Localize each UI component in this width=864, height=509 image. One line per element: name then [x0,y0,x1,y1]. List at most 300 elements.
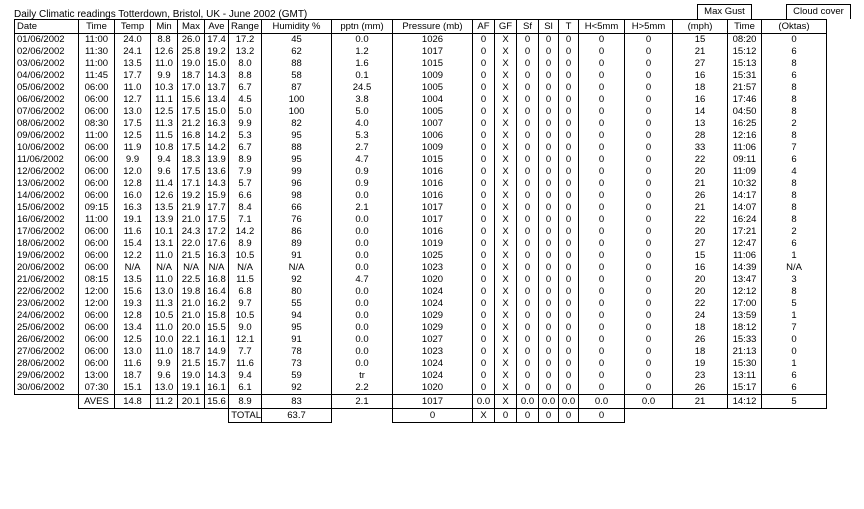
table-cell: X [495,358,517,370]
table-cell: 80 [262,286,332,298]
table-cell: 0 [559,226,579,238]
table-cell: 0 [579,178,625,190]
table-cell: 13.2 [229,46,262,58]
table-cell: 09:15 [79,202,115,214]
table-cell: 0 [539,70,559,82]
table-cell: X [495,94,517,106]
table-cell: X [495,202,517,214]
table-cell: 0 [559,178,579,190]
table-cell: 0 [473,274,495,286]
climate-table [14,19,827,423]
table-cell: 0 [579,286,625,298]
averages-label: AVES [79,395,115,409]
table-cell: 0 [539,34,559,47]
table-row [15,262,827,274]
table-cell: 0 [539,238,559,250]
table-row [15,154,827,166]
table-cell: 11.3 [151,118,178,130]
table-cell: 100 [262,94,332,106]
table-cell: 11:00 [79,214,115,226]
table-cell: 0 [473,202,495,214]
table-cell: 8 [762,190,827,202]
table-row [15,190,827,202]
table-cell: 0 [473,238,495,250]
table-cell: 0 [579,70,625,82]
table-cell: 8 [762,58,827,70]
column-header: Date [15,20,79,34]
table-cell: 0 [559,322,579,334]
column-header: GF [495,20,517,34]
table-cell: 25/06/2002 [15,322,79,334]
table-cell: 1016 [393,178,473,190]
table-cell: 0 [762,346,827,358]
total-cell: 0 [579,409,625,423]
table-cell: 1 [762,250,827,262]
table-cell: 0 [539,142,559,154]
table-row [15,106,827,118]
table-cell: 19.0 [178,58,205,70]
table-cell: 0 [579,202,625,214]
table-cell: 0 [539,370,559,382]
table-cell: 7.9 [229,166,262,178]
table-cell: 11:00 [79,58,115,70]
table-cell: 9.4 [229,370,262,382]
table-cell: 6 [762,70,827,82]
table-cell: X [495,106,517,118]
table-cell: 20 [673,274,728,286]
table-cell: 04:50 [728,106,762,118]
table-cell: 17.2 [229,34,262,47]
table-cell: 26/06/2002 [15,334,79,346]
table-cell: 15.0 [205,58,229,70]
table-cell: X [495,178,517,190]
table-cell: 0 [625,154,673,166]
table-cell: 1020 [393,382,473,395]
table-cell: 15.5 [205,322,229,334]
table-cell: 8 [762,286,827,298]
table-cell: 6.8 [229,286,262,298]
table-cell: 9.0 [229,322,262,334]
table-cell: 17.6 [205,238,229,250]
table-cell: 5 [762,298,827,310]
table-cell: 9.9 [151,70,178,82]
table-cell: 12.5 [151,106,178,118]
table-cell: 15/06/2002 [15,202,79,214]
table-cell: 91 [262,250,332,262]
table-cell: 0 [579,250,625,262]
column-header: T [559,20,579,34]
table-cell: 0 [579,82,625,94]
column-header: Pressure (mb) [393,20,473,34]
table-cell: 17/06/2002 [15,226,79,238]
table-cell: 21.0 [178,214,205,226]
table-cell: X [495,238,517,250]
table-row [15,310,827,322]
table-cell: 13.5 [115,58,151,70]
average-cell: 15.6 [205,395,229,409]
table-cell: 88 [262,142,332,154]
table-cell: 1005 [393,106,473,118]
table-cell: 1016 [393,166,473,178]
table-cell: 0 [625,382,673,395]
column-header: H>5mm [625,20,673,34]
table-cell: 13.5 [151,202,178,214]
table-cell: 0 [473,106,495,118]
table-cell: 0 [539,226,559,238]
table-cell: 0 [473,70,495,82]
table-cell: X [495,250,517,262]
table-cell: 17.2 [205,226,229,238]
table-cell: 19.2 [205,46,229,58]
table-cell: 14:39 [728,262,762,274]
table-cell: 0 [473,118,495,130]
table-cell: 13.5 [115,274,151,286]
table-cell: 0 [473,334,495,346]
table-cell: 26 [673,190,728,202]
table-cell: 0 [473,166,495,178]
table-cell: 17.5 [205,214,229,226]
table-cell: 18.3 [178,154,205,166]
table-cell: 0 [579,190,625,202]
table-cell: 6.1 [229,382,262,395]
table-cell: 1 [762,310,827,322]
table-cell: 1 [762,358,827,370]
table-cell: 0 [559,166,579,178]
table-cell: 0 [473,226,495,238]
table-cell: X [495,70,517,82]
table-cell: 0 [579,370,625,382]
table-cell: 11.0 [151,274,178,286]
table-cell: 4.5 [229,94,262,106]
table-cell: 0 [517,142,539,154]
table-cell: 22.5 [178,274,205,286]
table-cell: 06:00 [79,142,115,154]
average-cell: 0.0 [579,395,625,409]
table-cell: 11:00 [79,34,115,47]
table-cell: 15.4 [115,238,151,250]
table-cell: 1019 [393,238,473,250]
table-cell: 0 [559,190,579,202]
table-cell: 19 [673,358,728,370]
table-cell: 06:00 [79,154,115,166]
table-cell: 08:20 [728,34,762,47]
table-cell: 0 [579,238,625,250]
table-cell: 22.0 [178,238,205,250]
table-cell: 0.0 [332,238,393,250]
table-cell: 0 [559,34,579,47]
table-cell: 0 [539,58,559,70]
table-cell: 0 [625,346,673,358]
max-gust-label: Max Gust [697,4,752,19]
table-cell: 0 [473,82,495,94]
table-cell: 16 [673,262,728,274]
table-cell: 0 [559,286,579,298]
table-cell: 13:47 [728,274,762,286]
column-header: (Oktas) [762,20,827,34]
table-cell: X [495,46,517,58]
table-cell: 13.4 [205,94,229,106]
table-row [15,46,827,58]
table-cell: 06:00 [79,358,115,370]
table-cell: 0 [517,358,539,370]
table-cell: X [495,130,517,142]
column-header: H<5mm [579,20,625,34]
table-cell: 0 [559,94,579,106]
table-cell: 24.0 [115,34,151,47]
table-cell: N/A [762,262,827,274]
average-cell: 0.0 [559,395,579,409]
table-cell: 11:06 [728,142,762,154]
table-cell: 20 [673,226,728,238]
table-cell: 62 [262,46,332,58]
table-cell: 0 [625,130,673,142]
table-cell: 0 [559,346,579,358]
table-cell: 16.8 [205,274,229,286]
table-cell: 0 [539,310,559,322]
table-cell: 0 [579,130,625,142]
table-cell: 0 [517,94,539,106]
table-cell: X [495,34,517,47]
table-cell: 0 [517,154,539,166]
table-cell: 0 [625,190,673,202]
table-cell: 0 [762,34,827,47]
table-cell: 0 [559,334,579,346]
table-cell: 8.8 [229,70,262,82]
table-cell: 1025 [393,250,473,262]
table-cell: 1026 [393,34,473,47]
column-header: AF [473,20,495,34]
table-cell: 18/06/2002 [15,238,79,250]
table-cell: 0 [473,298,495,310]
table-row [15,358,827,370]
total-pptn: 63.7 [262,409,332,423]
table-cell: 13.7 [205,82,229,94]
table-cell: 8.0 [229,58,262,70]
table-cell: 12.8 [115,178,151,190]
table-cell: 0 [539,298,559,310]
table-cell: 0 [539,214,559,226]
column-header: Max [178,20,205,34]
table-cell: 0 [559,238,579,250]
table-row [15,202,827,214]
table-cell: 1024 [393,286,473,298]
table-cell: 0 [579,226,625,238]
table-cell: 0 [539,250,559,262]
table-cell: 0 [517,166,539,178]
table-cell: 24.1 [115,46,151,58]
table-cell: 6 [762,46,827,58]
table-cell: 7 [762,322,827,334]
table-cell: 12:12 [728,286,762,298]
table-header-row [15,20,827,34]
table-cell: 21.5 [178,358,205,370]
table-cell: 26 [673,334,728,346]
averages-row [15,395,827,409]
table-cell: 18 [673,82,728,94]
table-cell: 0 [762,334,827,346]
table-cell: 27 [673,58,728,70]
table-cell: 0 [473,310,495,322]
table-cell: 6 [762,154,827,166]
table-cell: 0.0 [332,358,393,370]
table-cell: 0 [625,250,673,262]
table-row [15,274,827,286]
table-row [15,382,827,395]
table-cell: 66 [262,202,332,214]
table-cell: 07/06/2002 [15,106,79,118]
table-cell: 08:30 [79,118,115,130]
table-cell: 0 [579,142,625,154]
table-cell: X [495,82,517,94]
table-cell: 0.9 [332,166,393,178]
table-cell: 11.3 [151,298,178,310]
table-cell: 21.0 [178,298,205,310]
table-cell: 0.0 [332,334,393,346]
table-cell: 15:17 [728,382,762,395]
table-cell: 5.7 [229,178,262,190]
table-cell: 15:13 [728,58,762,70]
table-cell: 9.6 [151,370,178,382]
table-cell: 0 [579,118,625,130]
table-cell: 0 [625,46,673,58]
table-cell: 7 [762,142,827,154]
table-cell: 82 [262,118,332,130]
table-cell: 3 [762,274,827,286]
table-cell: 0 [517,190,539,202]
table-cell: 15.7 [205,358,229,370]
table-cell: 16.0 [115,190,151,202]
table-cell: 11.0 [151,346,178,358]
table-cell: 1020 [393,274,473,286]
table-cell: 1009 [393,142,473,154]
table-cell: 08/06/2002 [15,118,79,130]
table-cell: 33 [673,142,728,154]
table-cell: 06:00 [79,334,115,346]
table-cell: 0 [625,106,673,118]
table-cell: 13:00 [79,370,115,382]
table-cell: X [495,166,517,178]
table-cell: 0 [473,130,495,142]
table-row [15,142,827,154]
table-cell: 21/06/2002 [15,274,79,286]
table-cell: 1029 [393,310,473,322]
table-cell: 06:00 [79,190,115,202]
table-cell: 1029 [393,322,473,334]
table-cell: 0 [539,94,559,106]
table-cell: 08:15 [79,274,115,286]
table-cell: N/A [205,262,229,274]
table-cell: 0 [625,274,673,286]
table-cell: 1015 [393,154,473,166]
table-cell: 11.0 [115,82,151,94]
table-cell: 20.0 [178,322,205,334]
table-cell: 1017 [393,46,473,58]
table-cell: 0 [625,118,673,130]
table-cell: X [495,370,517,382]
table-cell: 19.0 [178,370,205,382]
table-row [15,130,827,142]
table-cell: 1006 [393,130,473,142]
table-cell: 0 [579,214,625,226]
table-cell: 20 [673,166,728,178]
table-cell: 87 [262,82,332,94]
table-cell: 0 [559,82,579,94]
table-cell: 12:00 [79,298,115,310]
table-cell: 0.0 [332,226,393,238]
average-cell: 5 [762,395,827,409]
table-cell: 0 [473,34,495,47]
table-cell: 15 [673,34,728,47]
table-cell: X [495,310,517,322]
table-cell: 4.0 [332,118,393,130]
table-cell: 0 [539,130,559,142]
table-cell: 16 [673,70,728,82]
table-cell: 14.3 [205,70,229,82]
table-cell: 58 [262,70,332,82]
table-cell: 6 [762,238,827,250]
table-cell: 17.4 [205,34,229,47]
table-cell: 17:21 [728,226,762,238]
table-cell: 0 [579,58,625,70]
table-cell: 11.6 [229,358,262,370]
table-cell: 17:00 [728,298,762,310]
table-cell: 06:00 [79,310,115,322]
table-cell: N/A [229,262,262,274]
table-cell: 0 [539,202,559,214]
table-cell: 16.3 [205,250,229,262]
table-cell: 0 [625,58,673,70]
table-cell: 14.3 [205,178,229,190]
table-cell: 23 [673,370,728,382]
table-cell: 21:13 [728,346,762,358]
table-cell: 21 [673,178,728,190]
table-cell: 0 [473,262,495,274]
table-cell: 13.0 [151,286,178,298]
table-cell: 0 [517,370,539,382]
table-cell: 1015 [393,58,473,70]
table-cell: 24/06/2002 [15,310,79,322]
table-cell: 0 [517,250,539,262]
table-cell: 0 [539,382,559,395]
table-cell: 0 [473,190,495,202]
table-cell: 5.0 [229,106,262,118]
table-cell: 0.9 [332,178,393,190]
table-cell: 17:46 [728,94,762,106]
table-cell: 96 [262,178,332,190]
table-cell: 95 [262,322,332,334]
table-cell: 0 [517,46,539,58]
table-cell: 0 [579,346,625,358]
table-cell: 45 [262,34,332,47]
table-cell: 13:11 [728,370,762,382]
table-cell: 9.9 [115,154,151,166]
table-cell: 18:12 [728,322,762,334]
table-cell: 8 [762,214,827,226]
table-cell: 1023 [393,346,473,358]
table-cell: 01/06/2002 [15,34,79,47]
table-cell: 11.0 [151,322,178,334]
table-cell: 24 [673,310,728,322]
table-cell: 0 [579,166,625,178]
table-cell: N/A [262,262,332,274]
table-cell: 13.6 [205,166,229,178]
table-cell: 0 [625,178,673,190]
table-cell: 0 [625,262,673,274]
table-cell: 16.3 [205,118,229,130]
table-cell: 0 [517,130,539,142]
column-header: pptn (mm) [332,20,393,34]
table-cell: 1007 [393,118,473,130]
